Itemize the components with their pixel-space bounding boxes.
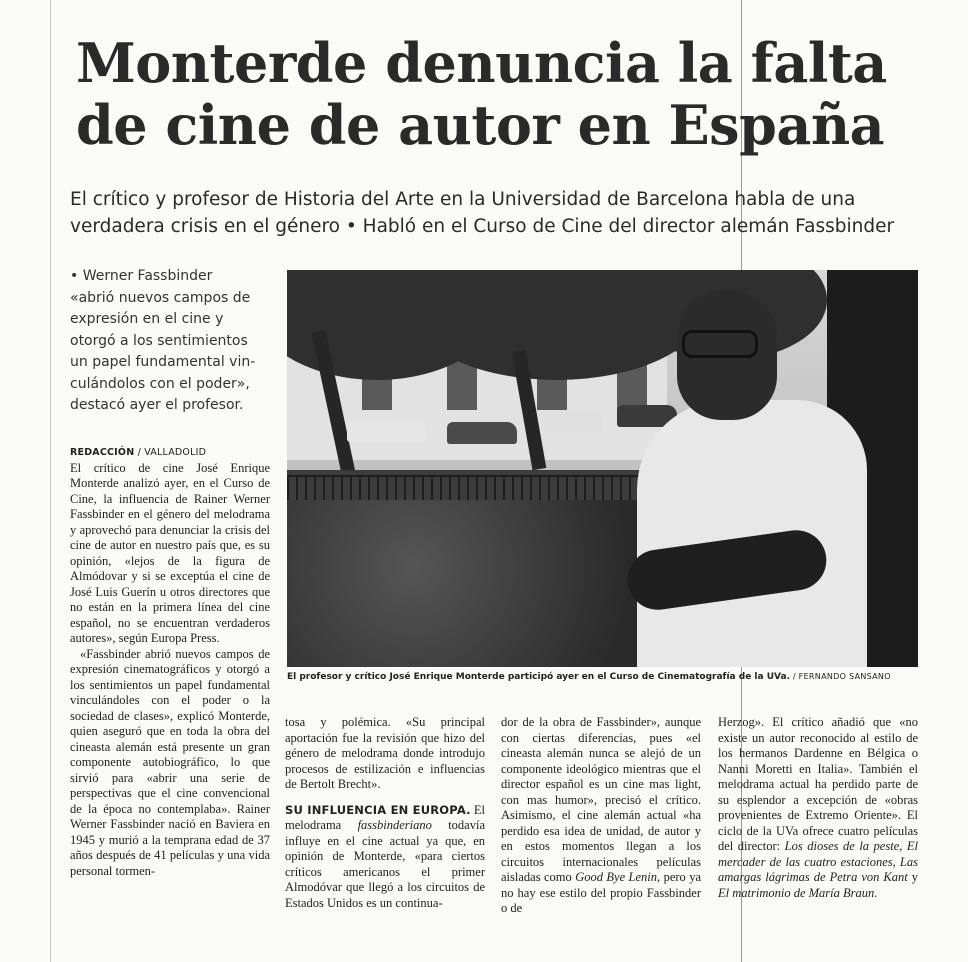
paragraph: SU INFLUENCIA EN EUROPA. El melodrama fassbinderiano todavía influye en el cine actual ya que, en opinión de Monterde, «para ciertos críticos americanos el primer Almodóvar que llegó a los circuitos de Estados Unidos es un continua-: [285, 802, 485, 910]
photo-caption: [287, 672, 927, 682]
byline-agency: REDACCIÓN: [70, 447, 135, 458]
paragraph: dor de la obra de Fassbinder», aunque con ciertas diferencias, pues «el cineasta alemán nunca se alejó de un componente ideológico mientras que el director español es un cine mas light, con mas humor», precisó el crítico. Asimismo, el cine alemán actual «ha perdido esa idea de unidad, de autor y en estos momentos llegan a los circuitos internacionales películas aisladas como Good Bye Lenin, pero ya no hay ese estilo del propio Fassbinder o de: [501, 715, 701, 915]
summary-line: • Werner Fassbinder: [70, 268, 213, 284]
summary-line: culándolos con el poder»,: [70, 375, 250, 392]
article-column-4: [718, 715, 918, 901]
byline-separator: /: [134, 447, 145, 458]
article-photo: [287, 270, 918, 667]
article-column-1: [70, 445, 270, 879]
scan-edge-line: [50, 0, 51, 962]
section-heading: SU INFLUENCIA EN EUROPA.: [285, 802, 471, 817]
person-shirt: [637, 400, 867, 667]
subhead-line-2: verdadera crisis en el género • Habló en el Curso de Cine del director alemán Fassbinder: [70, 216, 895, 237]
subhead-line-1: El crítico y profesor de Historia del Arte en la Universidad de Barcelona habla de una: [70, 189, 856, 210]
headline-line-1: Monterde denuncia la falta: [76, 31, 887, 95]
paragraph: «Fassbinder abrió nuevos campos de expresión cinematográficos y otorgó a los sentimientos un papel fundamental vinculándoles con el poder o la sociedad de clases», explicó Monterde, quien aseguró que en toda la obra del cineasta alemán está presente un gran componente autobiográfico, lo que sirvió para «abrir una serie de perspectivas que el cine convencional de la época no contemplaba». Rainer Werner Fassbinder nació en Baviera en 1945 y murió a la temprana edad de 37 años después de 41 películas y una vida personal tormen-: [70, 646, 270, 878]
headline: [76, 32, 946, 156]
caption-text: El profesor y crítico José Enrique Monterde participó ayer en el Curso de Cinematografía de la UVa.: [287, 672, 790, 682]
article-column-2: [285, 715, 485, 911]
byline: [70, 445, 270, 461]
article-column-3: [501, 715, 701, 917]
summary-line: otorgó a los sentimientos: [70, 332, 248, 349]
parked-car: [542, 410, 602, 432]
paragraph: Herzog». El crítico añadió que «no existe un autor reconocido al estilo de los hermanos Dardenne en Bélgica o Nanni Moretti en Italia». También el melodrama actual ha perdido parte de su esplendor a excepción de «obras provenientes de Extremo Oriente». El ciclo de la UVa ofrece cuatro películas del director: Los dioses de la peste, El mercader de las cuatro estaciones, Las amargas lágrimas de Petra von Kant y El matrimonio de María Braun.: [718, 715, 919, 900]
photo-credit: / FERNANDO SANSANO: [790, 672, 891, 681]
headline-line-2: de cine de autor en España: [76, 93, 885, 157]
summary-line: un papel fundamental vin-: [70, 354, 256, 370]
byline-city: VALLADOLID: [144, 447, 207, 458]
paragraph: tosa y polémica. «Su principal aportación fue la revisión que hizo del género de melodrama donde introdujo procesos de estilización e influencias de Bertolt Brecht».: [285, 715, 485, 791]
summary-line: «abrió nuevos campos de: [70, 289, 251, 306]
parked-car: [347, 420, 427, 442]
summary-highlight: [70, 266, 270, 417]
glasses: [682, 330, 758, 358]
summary-line: expresión en el cine y: [70, 311, 224, 327]
paragraph: El crítico de cine José Enrique Monterde analizó ayer, en el Curso de Cine, la influencia de Rainer Werner Fassbinder en el género del melodrama y aprovechó para denunciar la crisis del cine de autor en nuestro país que, es su opinión, «lejos de la figura de Almódovar y si se exceptúa el cine de José Luis Guerín u otros directores que no están en la primera línea del cine español, no se encuentran verdaderos autores», según Europa Press.: [70, 460, 270, 645]
film-title: El matrimonio de María Braun: [718, 885, 875, 900]
film-titles: Los dioses de la peste, El mercader de las cuatro estaciones, Las amargas lágrimas de Petra von Kant: [718, 839, 918, 884]
film-title: Good Bye Lenin: [575, 870, 658, 884]
parked-car: [447, 422, 517, 444]
subheadline: [70, 186, 950, 240]
summary-line: destacó ayer el profesor.: [70, 397, 244, 413]
